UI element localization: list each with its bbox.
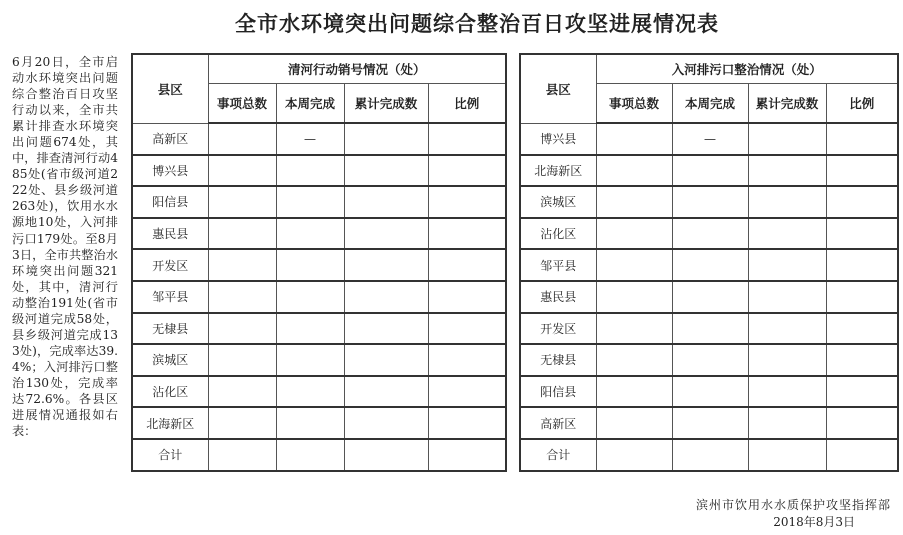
value-cell (208, 439, 276, 471)
county-cell: 北海新区 (132, 407, 208, 439)
qinghe-action-table (131, 53, 507, 472)
table-row (520, 281, 898, 313)
group-header: 清河行动销号情况（处） (208, 54, 506, 83)
value-cell (748, 249, 826, 281)
table-row (520, 313, 898, 345)
county-cell: 惠民县 (520, 281, 596, 313)
county-cell: 邹平县 (520, 249, 596, 281)
value-cell (748, 281, 826, 313)
page-title: 全市水环境突出问题综合整治百日攻坚进展情况表 (235, 11, 719, 36)
value-cell (344, 407, 428, 439)
county-cell: 北海新区 (520, 155, 596, 187)
table-row (132, 186, 506, 218)
value-cell (748, 313, 826, 345)
county-cell: 沾化区 (520, 218, 596, 250)
col-header-ratio: 比例 (826, 83, 898, 123)
value-cell (672, 439, 748, 471)
value-cell (748, 376, 826, 408)
value-cell (826, 155, 898, 187)
table-body (132, 123, 506, 471)
county-cell: 高新区 (132, 123, 208, 155)
group-header: 入河排污口整治情况（处） (596, 54, 898, 83)
county-cell: 滨城区 (132, 344, 208, 376)
value-cell (596, 155, 672, 187)
county-cell: 无棣县 (132, 313, 208, 345)
value-cell (344, 155, 428, 187)
value-cell (748, 155, 826, 187)
sewage-outlet-table (519, 53, 899, 472)
value-cell (276, 155, 344, 187)
value-cell (826, 186, 898, 218)
table-row (520, 344, 898, 376)
county-cell: 滨城区 (520, 186, 596, 218)
value-cell (208, 344, 276, 376)
value-cell (826, 313, 898, 345)
value-cell (276, 313, 344, 345)
table-row (520, 407, 898, 439)
value-cell (276, 249, 344, 281)
value-cell (344, 218, 428, 250)
intro-paragraph: 6月20日，全市启动水环境突出问题综合整治百日攻坚行动以来，全市共累计排查水环境突出问题674处，其中，排查清河行动485处(省市级河道222处、县乡级河道263处)，饮用水水源地10处，入河排污口179处。至8月3日，全市共整治水环境突出问题321处，其中，清河行动整治191处(省市级河道完成58处，县乡级河道完成133处)，完成率达39.4%；入河排污口整治130处，完成率达72.6%。各县区进展情况通报如右表： (12, 55, 118, 439)
table-row (520, 186, 898, 218)
value-cell (208, 155, 276, 187)
value-cell (344, 344, 428, 376)
value-cell (826, 407, 898, 439)
county-header: 县区 (520, 54, 596, 123)
value-cell (428, 123, 506, 155)
value-cell (428, 281, 506, 313)
value-cell (344, 249, 428, 281)
table-row (520, 249, 898, 281)
value-cell (208, 123, 276, 155)
value-cell (596, 218, 672, 250)
value-cell (596, 186, 672, 218)
county-cell: 开发区 (132, 249, 208, 281)
value-cell (428, 313, 506, 345)
value-cell (748, 186, 826, 218)
value-cell (672, 344, 748, 376)
value-cell (276, 281, 344, 313)
value-cell (748, 407, 826, 439)
value-cell (276, 376, 344, 408)
value-cell (344, 313, 428, 345)
value-cell (208, 218, 276, 250)
value-cell (596, 123, 672, 155)
value-cell: — (276, 123, 344, 155)
value-cell (826, 123, 898, 155)
col-header-cumulative: 累计完成数 (748, 83, 826, 123)
table-row (520, 376, 898, 408)
issue-date: 2018年8月3日 (773, 515, 855, 529)
value-cell (672, 281, 748, 313)
col-header-week: 本周完成 (276, 83, 344, 123)
value-cell (428, 249, 506, 281)
value-cell (428, 155, 506, 187)
value-cell (428, 439, 506, 471)
value-cell (672, 376, 748, 408)
county-cell: 邹平县 (132, 281, 208, 313)
value-cell (596, 439, 672, 471)
value-cell (208, 249, 276, 281)
table-row (132, 249, 506, 281)
value-cell (344, 281, 428, 313)
table-row (132, 123, 506, 155)
value-cell (826, 344, 898, 376)
col-header-week: 本周完成 (672, 83, 748, 123)
county-cell: 惠民县 (132, 218, 208, 250)
value-cell (208, 186, 276, 218)
table-row (520, 439, 898, 471)
value-cell (428, 376, 506, 408)
table-row (132, 281, 506, 313)
value-cell (596, 407, 672, 439)
county-cell: 阳信县 (520, 376, 596, 408)
issuer-org: 滨州市饮用水水质保护攻坚指挥部 (695, 498, 891, 512)
table-row (520, 218, 898, 250)
value-cell (596, 249, 672, 281)
table-row (520, 155, 898, 187)
value-cell (826, 218, 898, 250)
value-cell (344, 123, 428, 155)
table-row (132, 376, 506, 408)
value-cell (826, 249, 898, 281)
value-cell (344, 439, 428, 471)
table-body (520, 123, 898, 471)
value-cell (276, 186, 344, 218)
value-cell (596, 281, 672, 313)
value-cell (748, 439, 826, 471)
value-cell (748, 123, 826, 155)
value-cell (208, 313, 276, 345)
value-cell (672, 155, 748, 187)
table-row (132, 439, 506, 471)
county-cell: 合计 (132, 439, 208, 471)
value-cell (344, 186, 428, 218)
value-cell: — (672, 123, 748, 155)
value-cell (596, 313, 672, 345)
col-header-total: 事项总数 (208, 83, 276, 123)
col-header-cumulative: 累计完成数 (344, 83, 428, 123)
county-cell: 高新区 (520, 407, 596, 439)
table-row (132, 218, 506, 250)
value-cell (672, 313, 748, 345)
value-cell (276, 344, 344, 376)
value-cell (826, 439, 898, 471)
table-row (132, 344, 506, 376)
value-cell (428, 407, 506, 439)
col-header-total: 事项总数 (596, 83, 672, 123)
value-cell (428, 218, 506, 250)
value-cell (208, 407, 276, 439)
value-cell (672, 218, 748, 250)
value-cell (826, 376, 898, 408)
value-cell (748, 344, 826, 376)
value-cell (208, 281, 276, 313)
county-cell: 博兴县 (132, 155, 208, 187)
col-header-ratio: 比例 (428, 83, 506, 123)
county-cell: 阳信县 (132, 186, 208, 218)
table-row (132, 313, 506, 345)
table-row (132, 155, 506, 187)
county-cell: 无棣县 (520, 344, 596, 376)
county-cell: 博兴县 (520, 123, 596, 155)
value-cell (672, 186, 748, 218)
value-cell (276, 439, 344, 471)
county-cell: 合计 (520, 439, 596, 471)
value-cell (748, 218, 826, 250)
county-header: 县区 (132, 54, 208, 123)
value-cell (672, 249, 748, 281)
value-cell (276, 407, 344, 439)
value-cell (672, 407, 748, 439)
value-cell (428, 186, 506, 218)
value-cell (596, 344, 672, 376)
value-cell (596, 376, 672, 408)
value-cell (428, 344, 506, 376)
value-cell (826, 281, 898, 313)
county-cell: 开发区 (520, 313, 596, 345)
county-cell: 沾化区 (132, 376, 208, 408)
value-cell (208, 376, 276, 408)
table-row (132, 407, 506, 439)
value-cell (344, 376, 428, 408)
table-row (520, 123, 898, 155)
value-cell (276, 218, 344, 250)
